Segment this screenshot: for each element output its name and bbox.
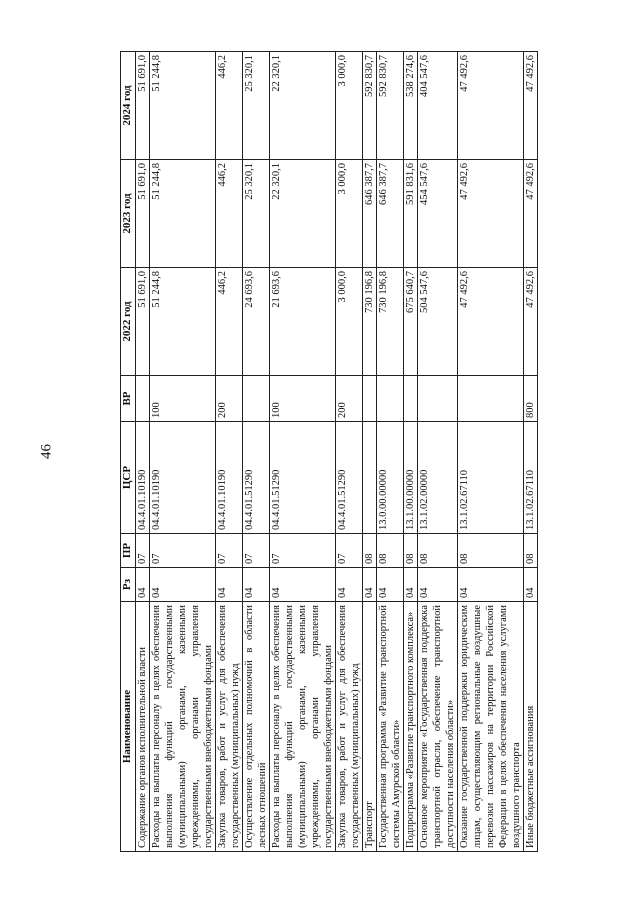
- cell-vr: [418, 376, 458, 422]
- table-row: [136, 52, 150, 852]
- cell-2023: 51 244,8: [150, 160, 216, 268]
- cell-2023: 646 387,7: [377, 160, 404, 268]
- cell-2024: 538 274,6: [404, 52, 418, 160]
- cell-rz: 04: [418, 568, 458, 602]
- cell-2023: 51 691,0: [136, 160, 150, 268]
- cell-2024: 592 830,7: [363, 52, 377, 160]
- cell-2022: 3 000,0: [336, 268, 363, 376]
- header-2024: 2024 год: [121, 52, 136, 160]
- cell-2024: 51 691,0: [136, 52, 150, 160]
- table-row: [458, 52, 524, 852]
- cell-rz: 04: [136, 568, 150, 602]
- cell-2023: 25 320,1: [243, 160, 270, 268]
- table-row: [418, 52, 458, 852]
- cell-name: Государственная программа «Развитие транспортной системы Амурской области»: [377, 602, 404, 852]
- cell-name: Закупка товаров, работ и услуг для обеспечения государственных (муниципальных) нужд: [336, 602, 363, 852]
- cell-vr: [404, 376, 418, 422]
- table-header-row: [121, 52, 136, 852]
- cell-csr: 04.4.01.10190: [216, 422, 243, 534]
- cell-vr: [458, 376, 524, 422]
- table-row: [243, 52, 270, 852]
- cell-csr: 04.4.01.51290: [243, 422, 270, 534]
- cell-rz: 04: [377, 568, 404, 602]
- cell-rz: 04: [243, 568, 270, 602]
- cell-pr: 08: [458, 534, 524, 568]
- table-row: [150, 52, 216, 852]
- cell-rz: 04: [150, 568, 216, 602]
- cell-name: Закупка товаров, работ и услуг для обеспечения государственных (муниципальных) нужд: [216, 602, 243, 852]
- header-pr: ПР: [121, 534, 136, 568]
- cell-2022: 47 492,6: [524, 268, 538, 376]
- cell-csr: 04.4.01.51290: [270, 422, 336, 534]
- cell-rz: 04: [363, 568, 377, 602]
- header-csr: ЦСР: [121, 422, 136, 534]
- cell-csr: 13.1.00.00000: [404, 422, 418, 534]
- cell-2023: 47 492,6: [458, 160, 524, 268]
- cell-name: Транспорт: [363, 602, 377, 852]
- cell-2023: 591 831,6: [404, 160, 418, 268]
- cell-name: Расходы на выплаты персоналу в целях обеспечения выполнения функций государственными (муниципальными) органами, казенными учреждениями, органами управления государственными внебюджетными фондами: [150, 602, 216, 852]
- cell-2022: 24 693,6: [243, 268, 270, 376]
- cell-name: Подпрограмма «Развитие транспортного комплекса»: [404, 602, 418, 852]
- cell-name: Иные бюджетные ассигнования: [524, 602, 538, 852]
- cell-pr: 07: [216, 534, 243, 568]
- cell-name: Содержание органов исполнительной власти: [136, 602, 150, 852]
- cell-csr: [363, 422, 377, 534]
- table-row: [216, 52, 243, 852]
- cell-csr: 04.4.01.51290: [336, 422, 363, 534]
- cell-2024: 446,2: [216, 52, 243, 160]
- cell-vr: 200: [216, 376, 243, 422]
- table-row: [270, 52, 336, 852]
- cell-2022: 730 196,8: [377, 268, 404, 376]
- cell-2022: 51 244,8: [150, 268, 216, 376]
- header-2022: 2022 год: [121, 268, 136, 376]
- cell-2022: 51 691,0: [136, 268, 150, 376]
- cell-rz: 04: [524, 568, 538, 602]
- table-row: [524, 52, 538, 852]
- table-row: [404, 52, 418, 852]
- cell-pr: 07: [270, 534, 336, 568]
- cell-2022: 47 492,6: [458, 268, 524, 376]
- cell-2024: 51 244,8: [150, 52, 216, 160]
- cell-pr: 07: [150, 534, 216, 568]
- cell-csr: 13.1.02.67110: [524, 422, 538, 534]
- cell-csr: 13.1.02.67110: [458, 422, 524, 534]
- cell-2024: 3 000,0: [336, 52, 363, 160]
- cell-vr: [363, 376, 377, 422]
- cell-2022: 504 547,6: [418, 268, 458, 376]
- header-rz: Рз: [121, 568, 136, 602]
- cell-2022: 446,2: [216, 268, 243, 376]
- cell-rz: 04: [270, 568, 336, 602]
- cell-2024: 404 547,6: [418, 52, 458, 160]
- cell-rz: 04: [404, 568, 418, 602]
- cell-name: Осуществление отдельных полномочий в области лесных отношений: [243, 602, 270, 852]
- cell-pr: 08: [377, 534, 404, 568]
- cell-2022: 675 640,7: [404, 268, 418, 376]
- cell-2023: 446,2: [216, 160, 243, 268]
- cell-vr: [377, 376, 404, 422]
- cell-name: Основное мероприятие «Государственная поддержка транспортной отрасли, обеспечение транспортной доступности населения области»: [418, 602, 458, 852]
- cell-name: Оказание государственной поддержки юридическим лицам, осуществляющим региональные воздушные перевозки пассажиров на территории Российской Федерации в целях обеспечения населения услугами воздушного транспорта: [458, 602, 524, 852]
- cell-pr: 08: [524, 534, 538, 568]
- cell-2024: 25 320,1: [243, 52, 270, 160]
- cell-2023: 454 547,6: [418, 160, 458, 268]
- header-name: Наименование: [121, 602, 136, 852]
- cell-csr: 04.4.01.10190: [150, 422, 216, 534]
- cell-pr: 07: [243, 534, 270, 568]
- cell-2023: 3 000,0: [336, 160, 363, 268]
- table-row: [377, 52, 404, 852]
- table-row: [363, 52, 377, 852]
- table-row: [336, 52, 363, 852]
- budget-table: [120, 51, 538, 852]
- cell-vr: [136, 376, 150, 422]
- cell-2023: 646 387,7: [363, 160, 377, 268]
- cell-name: Расходы на выплаты персоналу в целях обеспечения выполнения функций государственными (муниципальными) органами, казенными учреждениями, органами управления государственными внебюджетными фондами: [270, 602, 336, 852]
- page-number: 46: [38, 444, 55, 459]
- cell-vr: 200: [336, 376, 363, 422]
- cell-pr: 08: [363, 534, 377, 568]
- cell-pr: 07: [336, 534, 363, 568]
- cell-csr: 13.1.02.00000: [418, 422, 458, 534]
- cell-csr: 04.4.01.10190: [136, 422, 150, 534]
- cell-2024: 22 320,1: [270, 52, 336, 160]
- cell-2024: 592 830,7: [377, 52, 404, 160]
- budget-table-container: [120, 52, 572, 852]
- cell-vr: 800: [524, 376, 538, 422]
- cell-2023: 22 320,1: [270, 160, 336, 268]
- cell-2024: 47 492,6: [458, 52, 524, 160]
- cell-vr: [243, 376, 270, 422]
- header-vr: ВР: [121, 376, 136, 422]
- cell-pr: 08: [404, 534, 418, 568]
- cell-vr: 100: [150, 376, 216, 422]
- cell-pr: 08: [418, 534, 458, 568]
- cell-csr: 13.0.00.00000: [377, 422, 404, 534]
- cell-2024: 47 492,6: [524, 52, 538, 160]
- header-2023: 2023 год: [121, 160, 136, 268]
- cell-pr: 07: [136, 534, 150, 568]
- cell-2023: 47 492,6: [524, 160, 538, 268]
- cell-rz: 04: [458, 568, 524, 602]
- cell-rz: 04: [216, 568, 243, 602]
- cell-vr: 100: [270, 376, 336, 422]
- cell-2022: 21 693,6: [270, 268, 336, 376]
- cell-rz: 04: [336, 568, 363, 602]
- cell-2022: 730 196,8: [363, 268, 377, 376]
